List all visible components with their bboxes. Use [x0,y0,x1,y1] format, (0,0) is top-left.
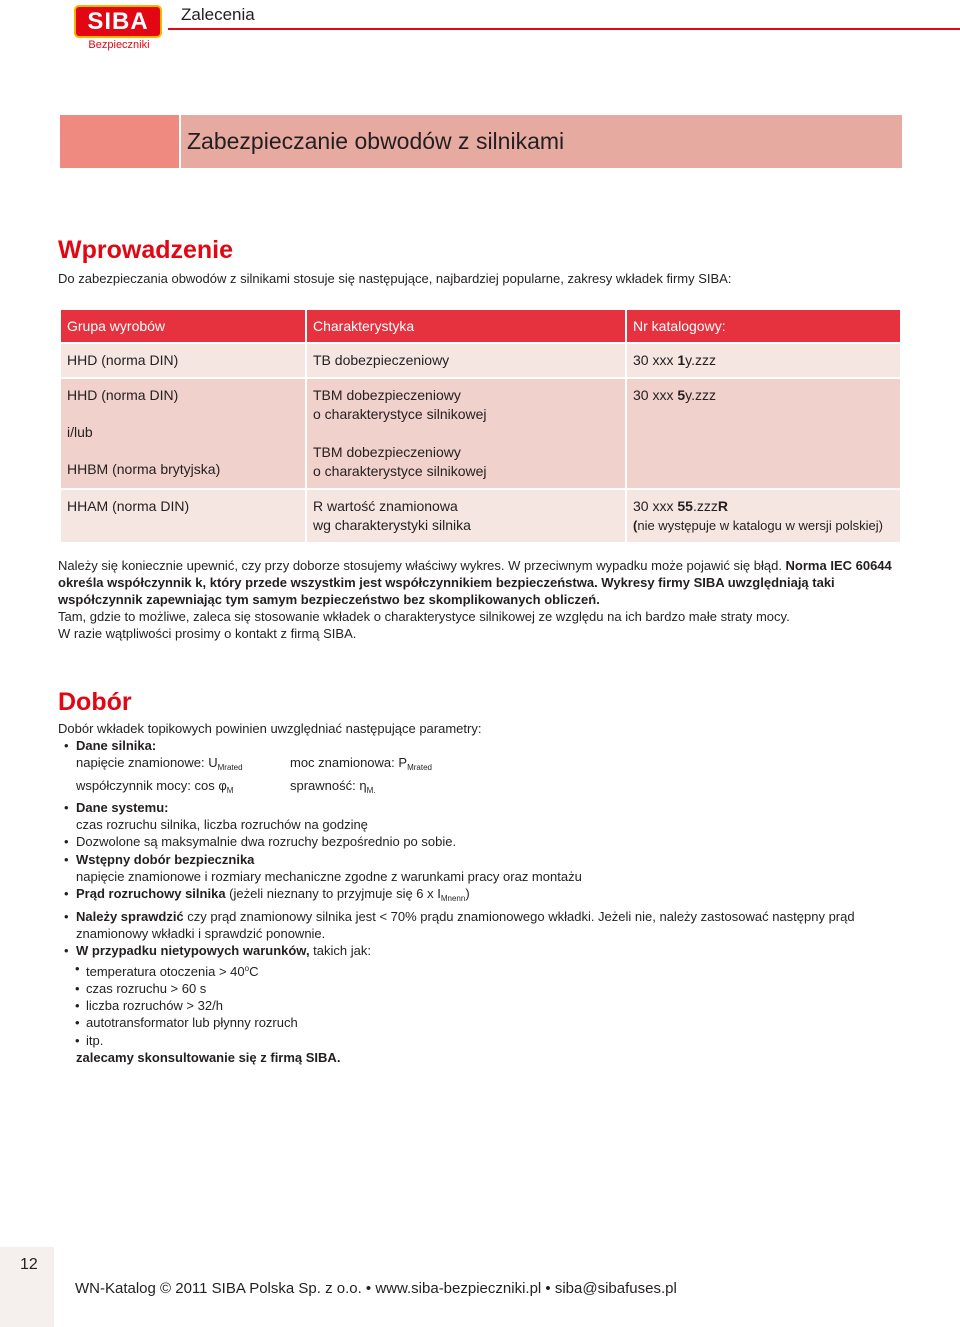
item-label: zalecamy skonsultowanie się z firmą SIBA. [76,1050,341,1066]
list-item [58,885,918,907]
list-item: • Dozwolone są maksymalnie dwa rozruchy bezpośrednio po sobie. [58,833,918,850]
catalog-note: nie występuje w katalogu w wersji polskiej) [637,518,884,533]
cell-line: wg charakterystyki silnika [313,517,471,533]
table-cell: TB dobezpieczeniowy [307,344,625,377]
item-text: czas rozruchu silnika, liczba rozruchów na godzinę [76,817,368,833]
product-table [59,308,902,544]
title-band-accent [60,115,179,168]
cell-line: TBM dobezpieczeniowy [313,444,461,460]
subscript: Mrated [407,763,432,773]
item-text: takich jak: [309,943,371,959]
cell-line: HHBM (norma brytyjska) [67,461,221,477]
table-cell [61,379,305,488]
motor-power: moc znamionowa: P [290,755,408,771]
header-divider [168,28,960,30]
motor-voltage: napięcie znamionowe: U [76,755,218,771]
final-recommendation [58,1049,918,1066]
norm-text: Norma IEC 60644 określa współczynnik k, który przede wszystkim jest współczynnikiem bezpieczeństwa. Wykresy firmy SIBA uwzględniają taki współczynnik zapewniając tym samym bezpieczeństwo bez skomplikowanych obliczeń. [58,558,892,607]
list-item [58,737,918,754]
page-header [0,0,960,56]
subscript: Mnenn [440,894,466,904]
table-header-row [61,310,900,342]
table-cell: HHAM (norma DIN) [61,490,305,542]
catalog-prefix: 30 xxx [633,352,678,368]
catalog-suffix: y.zzz [685,387,717,403]
motor-row [58,754,918,776]
sub-list-item: • liczba rozruchów > 32/h [58,997,918,1014]
motor-power-factor: współczynnik mocy: cos φ [76,777,227,793]
sub-list-item: • czas rozruchu > 60 s [58,980,918,997]
table-cell [627,379,900,488]
table-cell: HHD (norma DIN) [61,344,305,377]
table-cell [307,379,625,488]
item-label: Prąd rozruchowy silnika [76,886,226,902]
cell-line: o charakterystyce silnikowej [313,406,487,422]
sub-list-item [58,960,918,980]
item-label: Wstępny dobór bezpiecznika [76,851,255,867]
table-header-cell: Grupa wyrobów [61,310,305,342]
logo-subtitle: Bezpieczniki [88,39,150,51]
footer-text: WN-Katalog © 2011 SIBA Polska Sp. z o.o. • www.siba-bezpieczniki.pl • siba@sibafuses.pl [75,1280,677,1297]
cell-line: HHD (norma DIN) [67,387,179,403]
page-number-box [0,1247,54,1327]
cell-line: TBM dobezpieczeniowy [313,387,461,403]
note-paren: ( [633,518,638,533]
subscript: Mrated [217,763,243,773]
catalog-prefix: 30 xxx [633,498,678,514]
page-number: 12 [20,1256,38,1273]
motor-row [58,777,918,799]
table-cell [307,490,625,542]
item-label: Dane systemu: [76,799,169,815]
item-text: C [249,963,259,979]
list-item [58,799,918,816]
intro-heading: Wprowadzenie [58,236,234,264]
intro-text: Do zabezpieczania obwodów z silnikami stosuje się następujące, najbardziej popularne, zakresy wkładek firmy SIBA: [58,271,732,286]
sub-list-item: • autotransformator lub płynny rozruch [58,1014,918,1031]
table-row [61,490,900,542]
dobor-intro: Dobór wkładek topikowych powinien uwzględniać następujące parametry: [58,721,482,736]
list-item [58,908,918,943]
siba-logo [74,5,164,51]
table-header-cell: Nr katalogowy: [627,310,900,342]
contact-text: W razie wątpliwości prosimy o kontakt z firmą SIBA. [58,626,357,641]
catalog-suffix: y.zzz [685,352,717,368]
item-text: napięcie znamionowe i rozmiary mechaniczne zgodne z warunkami pracy oraz montażu [76,869,582,885]
title-band [60,115,902,168]
item-label: Dane silnika: [76,738,157,753]
cell-line: R wartość znamionowa [313,498,458,514]
table-header-cell: Charakterystyka [307,310,625,342]
table-row [61,379,900,488]
subscript: M. [366,785,376,795]
subscript: M [226,785,234,795]
dobor-heading: Dobór [58,688,132,716]
list-item [58,851,918,868]
catalog-key: R [717,498,728,514]
item-label: W przypadku nietypowych warunków, [76,943,310,959]
catalog-suffix: .zzz [692,498,718,514]
logo-text: SIBA [87,7,149,35]
item-text: ) [465,886,470,902]
page-title: Zabezpieczanie obwodów z silnikami [187,128,565,154]
item-text: czy prąd znamionowy silnika jest < 70% prądu znamionowego wkładki. Jeżeli nie, należy zastosować następny prąd znamionowy wkładki i sprawdzić ponownie. [76,908,855,941]
recommendation-text: Tam, gdzie to możliwe, zaleca się stosowanie wkładek o charakterystyce silnikowej ze względu na ich bardzo małe straty mocy. [58,609,790,624]
selection-warning [58,557,908,642]
table-row [61,344,900,377]
catalog-key: 1 [677,352,686,368]
parameter-list [58,737,918,1066]
catalog-prefix: 30 xxx [633,387,678,403]
cell-line: i/lub [67,424,93,440]
cell-line: o charakterystyce silnikowej [313,463,487,479]
catalog-key: 55 [677,498,693,514]
table-cell [627,344,900,377]
item-label: Należy sprawdzić [76,908,184,924]
sub-list-item: • itp. [58,1032,918,1049]
warning-text: Należy się koniecznie upewnić, czy przy doborze stosujemy właściwy wykres. W przeciwnym wypadku może pojawić się błąd. [58,558,786,573]
item-text: temperatura otoczenia > 40 [86,963,245,979]
list-item [58,942,918,959]
superscript: o [244,963,250,973]
section-title: Zalecenia [181,5,255,24]
catalog-key: 5 [677,387,686,403]
table-cell [627,490,900,542]
item-text: (jeżeli nieznany to przyjmuje się 6 x I [225,886,441,902]
motor-efficiency: sprawność: η [290,777,367,793]
